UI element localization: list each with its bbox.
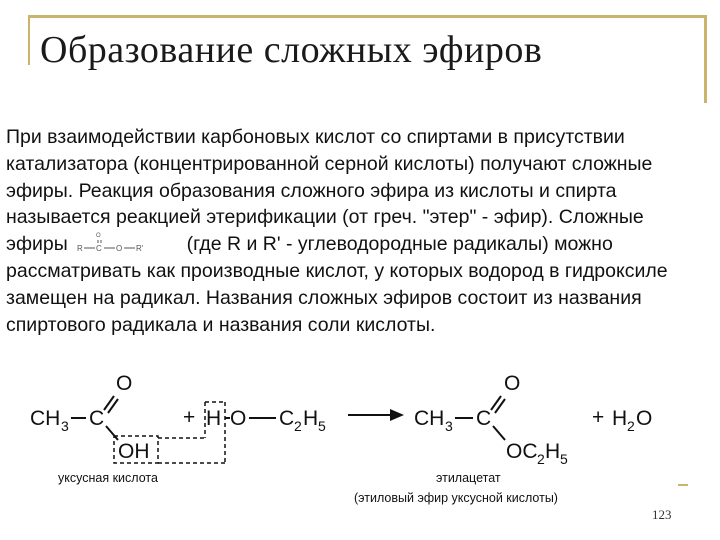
frame-left-line [28, 15, 30, 65]
ester-c: C [476, 407, 492, 430]
ester-oc: OC [506, 440, 538, 463]
ester-o: O [504, 372, 521, 395]
product-caption: этилацетат [436, 471, 501, 485]
ester-ch: CH [414, 407, 445, 430]
accent-dash [678, 484, 688, 486]
ester-oc-sub5: 5 [560, 451, 568, 467]
acid-c: C [89, 407, 105, 430]
formula-r: R [77, 244, 83, 254]
acid-bond-oh [106, 426, 118, 440]
body-paragraph [6, 124, 706, 338]
product-note: (этиловый эфир уксусной кислоты) [354, 491, 558, 505]
ester-oc-sub2: 2 [537, 451, 545, 467]
reaction-arrow-head [390, 409, 404, 421]
page-number: 123 [652, 507, 672, 522]
alcohol-sub2: 2 [294, 418, 302, 434]
acid-caption: уксусная кислота [58, 471, 158, 485]
formula-r-prime: R' [136, 244, 144, 254]
formula-o-top: O [96, 233, 101, 240]
paragraph-part1: При взаимодействии карбоновых кислот со спиртами в присутствии катализатора (концентрированной серной кислоты) получают сложные эфиры. Реакция образования сложного эфира из кислоты и спирта называется реакцией этерификации (от греч. "этер" - эфир). Сложные эфиры [6, 126, 653, 256]
paragraph-part2: (где R и R' - углеводородные радикалы) можно рассматривать как производные кислот, у которых водород в гидроксиле замещен на радикал. Названия сложных эфиров состоит из названия спиртового радикала и названия соли кислоты. [6, 233, 668, 336]
ester-sub3: 3 [445, 418, 453, 434]
formula-o: O [116, 244, 123, 254]
acid-sub3: 3 [61, 418, 69, 434]
alcohol-sub5: 5 [318, 418, 326, 434]
alcohol-h: H [206, 407, 222, 430]
ester-formula-svg [73, 233, 181, 254]
acid-o: O [116, 372, 133, 395]
water-h: H [612, 407, 628, 430]
slide-title: Образование сложных эфиров [40, 29, 543, 71]
ester-oc-h: H [545, 440, 561, 463]
water-o: O [636, 407, 653, 430]
water-sub2: 2 [627, 418, 635, 434]
alcohol-o: O [230, 407, 247, 430]
alcohol-c: C [279, 407, 295, 430]
esterification-reaction [30, 368, 670, 533]
acid-oh: OH [118, 440, 150, 463]
plus-sign-2: + [592, 406, 605, 429]
ester-general-formula [73, 233, 181, 254]
formula-c: C [96, 244, 102, 254]
acid-ch: CH [30, 407, 61, 430]
plus-sign-1: + [183, 406, 196, 429]
frame-right-line [704, 15, 707, 103]
alcohol-h2: H [303, 407, 319, 430]
frame-top-line [28, 15, 706, 18]
ester-bond-oc [493, 426, 505, 440]
